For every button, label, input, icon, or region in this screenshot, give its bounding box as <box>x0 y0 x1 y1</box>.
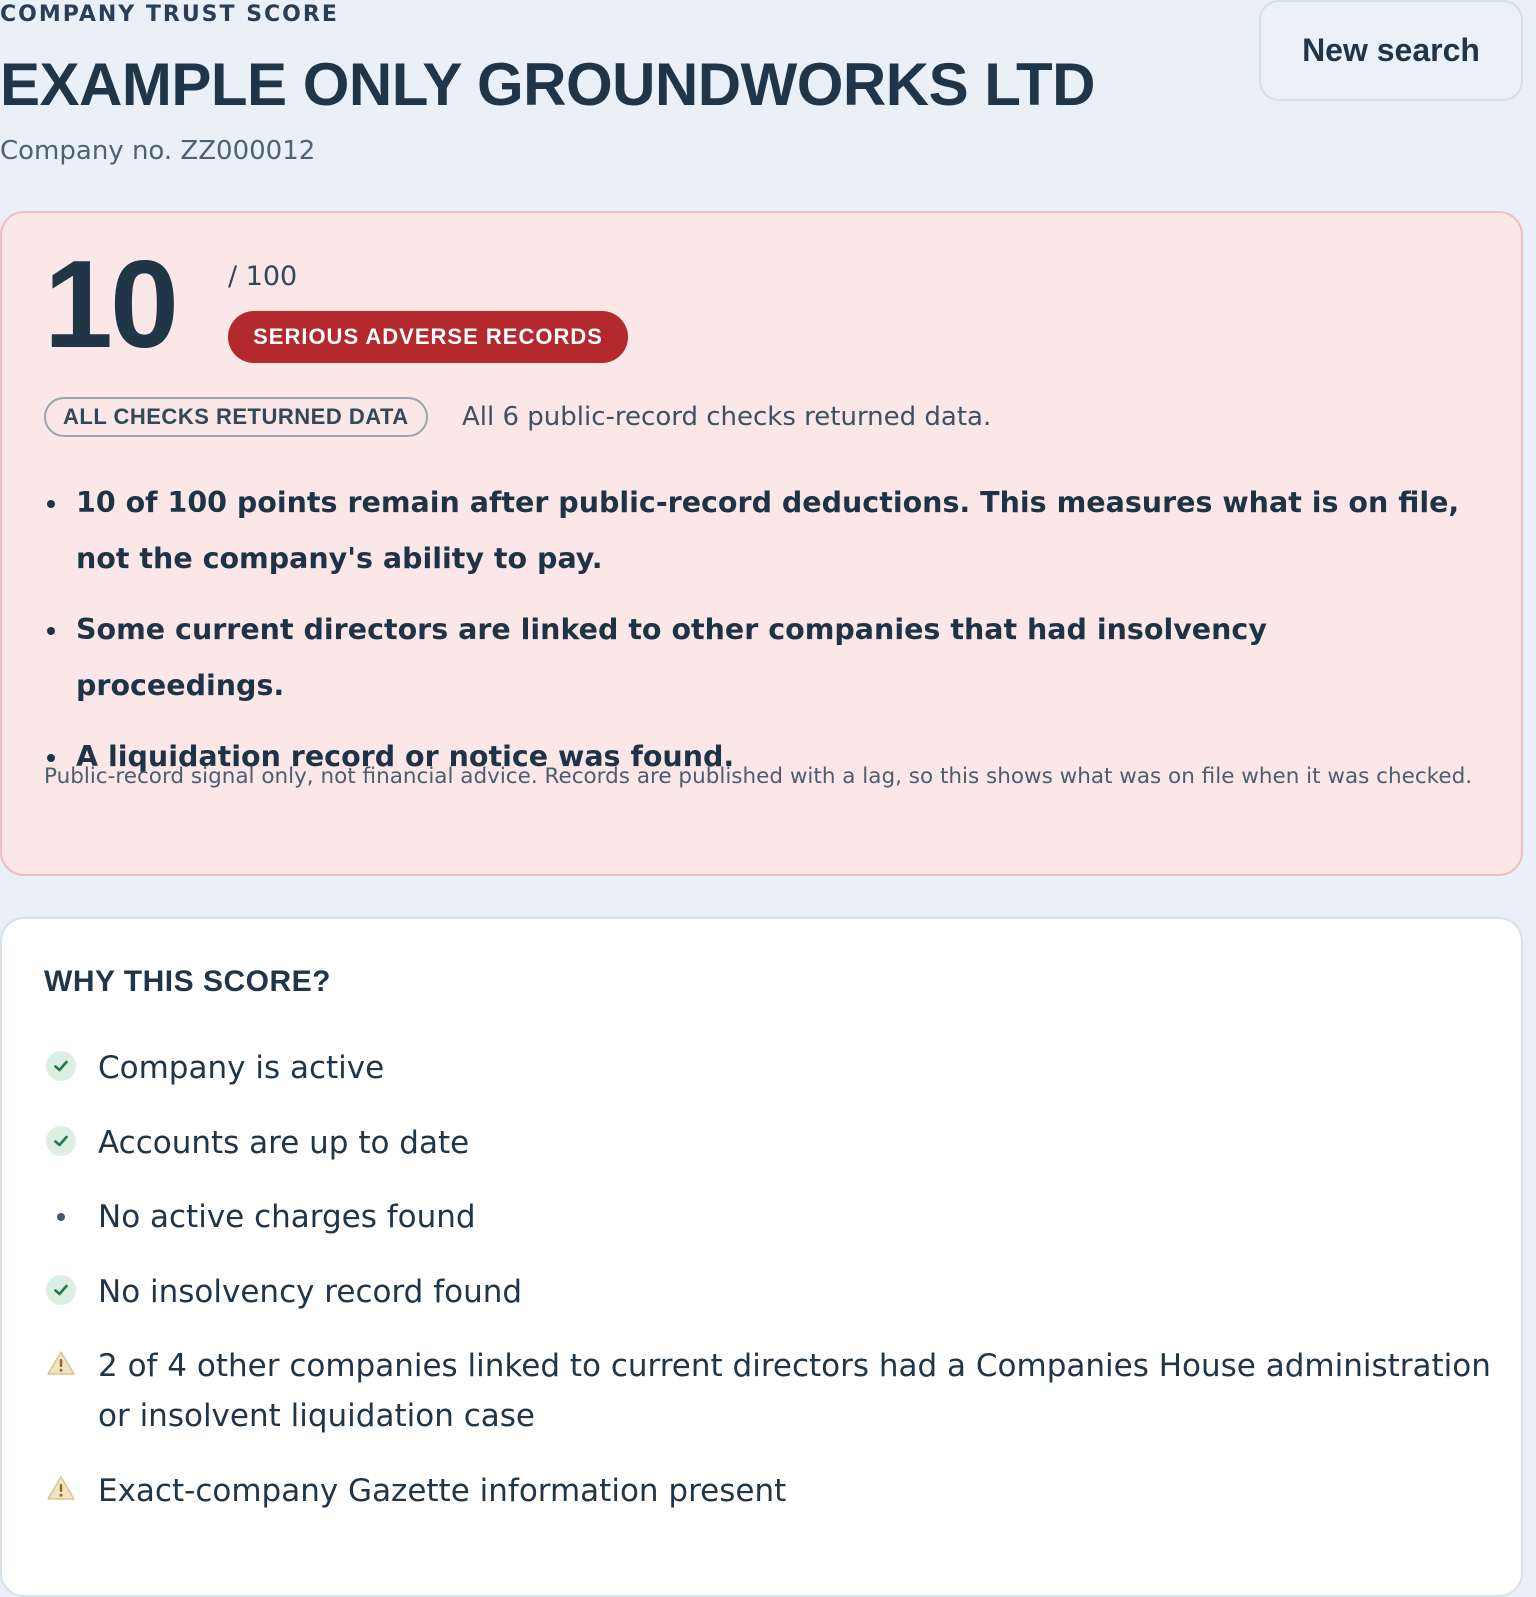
company-name: EXAMPLE ONLY GROUNDWORKS LTD <box>0 51 1095 118</box>
company-number: Company no. ZZ000012 <box>0 136 316 166</box>
factor-text: Accounts are up to date <box>98 1125 470 1161</box>
check-icon <box>46 1275 76 1305</box>
bullet-dot-icon <box>47 627 55 635</box>
score-summary-list <box>44 475 1464 800</box>
score-max: / 100 <box>228 261 298 292</box>
factor-text: Company is active <box>98 1050 385 1086</box>
summary-item <box>44 475 1464 587</box>
why-score-heading: WHY THIS SCORE? <box>44 965 331 998</box>
check-icon <box>46 1051 76 1081</box>
checks-status-pill: ALL CHECKS RETURNED DATA <box>44 397 428 437</box>
page-eyebrow: COMPANY TRUST SCORE <box>0 2 339 27</box>
neutral-dot-icon <box>46 1202 76 1232</box>
factor-text: 2 of 4 other companies linked to current directors had a Companies House administration or insolvent liquidation case <box>98 1348 1491 1434</box>
summary-item-text: Some current directors are linked to other companies that had insolvency proceedings. <box>76 613 1267 702</box>
new-search-button[interactable]: New search <box>1259 0 1523 101</box>
bullet-dot-icon <box>47 500 55 508</box>
warning-icon <box>46 1474 76 1504</box>
score-disclaimer: Public-record signal only, not financial advice. Records are published with a lag, so this shows what was on file when it was checked. <box>44 764 1473 789</box>
score-value: 10 <box>44 236 176 374</box>
summary-item-text: A liquidation record or notice was found. <box>76 740 735 773</box>
check-icon <box>46 1126 76 1156</box>
why-score-card <box>0 917 1523 1597</box>
summary-item <box>44 602 1464 714</box>
checks-status-text: All 6 public-record checks returned data. <box>462 402 992 432</box>
factor-text: No insolvency record found <box>98 1274 523 1310</box>
factor-text: Exact-company Gazette information present <box>98 1473 787 1509</box>
factor-text: No active charges found <box>98 1199 476 1235</box>
warning-icon <box>46 1349 76 1379</box>
verdict-badge: SERIOUS ADVERSE RECORDS <box>228 311 628 363</box>
summary-item-text: 10 of 100 points remain after public-record deductions. This measures what is on file, not the company's ability to pay. <box>76 486 1460 575</box>
score-card <box>0 211 1523 876</box>
